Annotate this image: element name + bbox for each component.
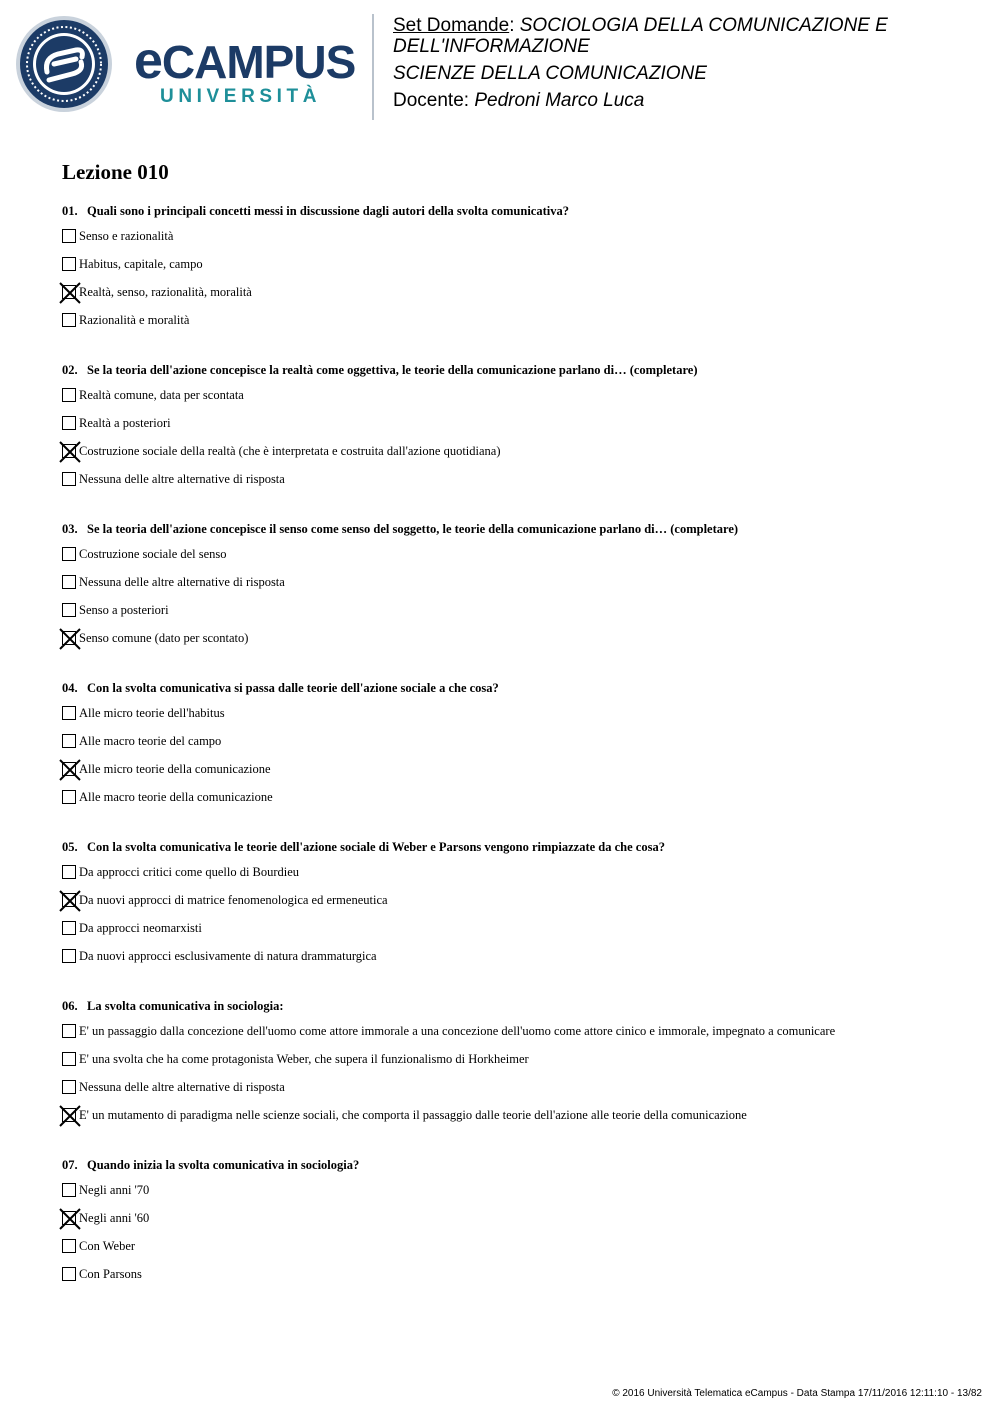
answer-option[interactable] — [62, 1023, 962, 1051]
answer-option-label: Alle micro teorie della comunicazione — [79, 762, 271, 776]
set-line: Set Domande: SOCIOLOGIA DELLA COMUNICAZIONE E — [393, 15, 888, 36]
answer-option[interactable] — [62, 546, 962, 574]
answer-option[interactable] — [62, 1182, 962, 1210]
answer-option-label: Senso a posteriori — [79, 603, 169, 617]
answer-option-label: Da approcci neomarxisti — [79, 921, 202, 935]
question-label: Se la teoria dell'azione concepisce la realtà come oggettiva, le teorie della comunicazione parlano di… (completare) — [87, 363, 698, 377]
answer-option-label: Nessuna delle altre alternative di risposta — [79, 1080, 285, 1094]
answer-option-label: Costruzione sociale del senso — [79, 547, 227, 561]
brand-name — [134, 32, 364, 90]
answer-option-label: Habitus, capitale, campo — [79, 257, 203, 271]
checkbox-checked[interactable] — [62, 893, 76, 907]
checkbox[interactable] — [62, 603, 76, 617]
checkbox-checked[interactable] — [62, 631, 76, 645]
checkbox[interactable] — [62, 790, 76, 804]
question — [62, 362, 962, 499]
question-number: 04. — [62, 681, 78, 695]
answer-option[interactable] — [62, 705, 962, 733]
set-value-1: SOCIOLOGIA DELLA COMUNICAZIONE E — [519, 15, 888, 36]
answer-option-label: E' un mutamento di paradigma nelle scienze sociali, che comporta il passaggio dalle teorie dell'azione alle teorie della comunicazione — [79, 1108, 747, 1122]
question-number: 07. — [62, 1158, 78, 1172]
answer-option[interactable] — [62, 630, 962, 658]
header-info — [393, 15, 983, 111]
question-number: 01. — [62, 204, 78, 218]
question-text — [62, 680, 962, 696]
question-list — [62, 203, 962, 1316]
set-value-2: DELL'INFORMAZIONE — [393, 36, 590, 57]
set-line-2 — [393, 36, 983, 57]
question-number: 06. — [62, 999, 78, 1013]
question — [62, 1157, 962, 1294]
checkbox[interactable] — [62, 1239, 76, 1253]
checkbox-checked[interactable] — [62, 285, 76, 299]
checkbox[interactable] — [62, 949, 76, 963]
answer-option-label: Realtà comune, data per scontata — [79, 388, 244, 402]
answer-option-label: Realtà, senso, razionalità, moralità — [79, 285, 252, 299]
answer-option[interactable] — [62, 312, 962, 340]
checkbox[interactable] — [62, 734, 76, 748]
teacher-label: Docente: — [393, 90, 470, 111]
answer-option[interactable] — [62, 471, 962, 499]
checkbox[interactable] — [62, 1052, 76, 1066]
answer-option[interactable] — [62, 1079, 962, 1107]
answer-option[interactable] — [62, 1107, 962, 1135]
question — [62, 203, 962, 340]
checkbox[interactable] — [62, 706, 76, 720]
checkbox[interactable] — [62, 416, 76, 430]
checkbox[interactable] — [62, 1024, 76, 1038]
question-number: 05. — [62, 840, 78, 854]
answer-option-label: E' un passaggio dalla concezione dell'uomo come attore immorale a una concezione dell'uomo come attore cinico e immorale, impegnato a comunicare — [79, 1024, 836, 1038]
answer-option[interactable] — [62, 256, 962, 284]
course-line — [393, 63, 983, 84]
answer-option-label: Nessuna delle altre alternative di risposta — [79, 472, 285, 486]
answer-option-label: Con Parsons — [79, 1267, 142, 1281]
answer-option-label: Alle macro teorie del campo — [79, 734, 222, 748]
answer-option-label: Costruzione sociale della realtà (che è interpretata e costruita dall'azione quotidiana) — [79, 444, 501, 458]
brand-wordmark — [134, 32, 364, 116]
question — [62, 680, 962, 817]
question-number: 03. — [62, 522, 78, 536]
teacher-line — [393, 90, 983, 111]
checkbox[interactable] — [62, 313, 76, 327]
checkbox[interactable] — [62, 865, 76, 879]
question-label: Se la teoria dell'azione concepisce il senso come senso del soggetto, le teorie della comunicazione parlano di… (completare) — [87, 522, 739, 536]
answer-option[interactable] — [62, 574, 962, 602]
answer-option[interactable] — [62, 892, 962, 920]
answer-option[interactable] — [62, 733, 962, 761]
answer-option-label: Razionalità e moralità — [79, 313, 190, 327]
answer-option[interactable] — [62, 1210, 962, 1238]
answer-option-label: Alle macro teorie della comunicazione — [79, 790, 273, 804]
answer-option-label: Con Weber — [79, 1239, 136, 1253]
answer-option-label: Nessuna delle altre alternative di risposta — [79, 575, 285, 589]
answer-option[interactable] — [62, 761, 962, 789]
brand-name-e: e — [134, 32, 162, 90]
question-label: Con la svolta comunicativa si passa dalle teorie dell'azione sociale a che cosa? — [87, 681, 499, 695]
answer-option-label: Senso comune (dato per scontato) — [79, 631, 249, 645]
answer-option-label: Alle micro teorie dell'habitus — [79, 706, 225, 720]
answer-option[interactable] — [62, 387, 962, 415]
checkbox[interactable] — [62, 1267, 76, 1281]
checkbox-checked[interactable] — [62, 762, 76, 776]
question-text — [62, 1157, 962, 1173]
checkbox-checked[interactable] — [62, 444, 76, 458]
question — [62, 839, 962, 976]
question-label: Quali sono i principali concetti messi in discussione dagli autori della svolta comunicativa? — [87, 204, 569, 218]
answer-option-label: E' una svolta che ha come protagonista Weber, che supera il funzionalismo di Horkheimer — [79, 1052, 529, 1066]
brand-subtitle: UNIVERSITÀ — [160, 86, 322, 107]
course-name: SCIENZE DELLA COMUNICAZIONE — [393, 63, 707, 84]
answer-option[interactable] — [62, 948, 962, 976]
answer-option[interactable] — [62, 1266, 962, 1294]
answer-option-label: Da nuovi approcci di matrice fenomenologica ed ermeneutica — [79, 893, 388, 907]
answer-option-label: Negli anni '60 — [79, 1211, 150, 1225]
checkbox[interactable] — [62, 388, 76, 402]
brand-name-rest: CAMPUS — [161, 36, 356, 88]
answer-option-label: Negli anni '70 — [79, 1183, 150, 1197]
set-label: Set Domande — [393, 15, 510, 36]
question-label: La svolta comunicativa in sociologia: — [87, 999, 284, 1013]
answer-option[interactable] — [62, 602, 962, 630]
answer-option[interactable] — [62, 920, 962, 948]
teacher-name: Pedroni Marco Luca — [474, 90, 645, 111]
ecampus-seal-icon — [14, 14, 114, 114]
answer-option-label: Senso e razionalità — [79, 229, 174, 243]
answer-option[interactable] — [62, 789, 962, 817]
question-number: 02. — [62, 363, 78, 377]
page-footer: © 2016 Università Telematica eCampus - Data Stampa 17/11/2016 12:11:10 - 13/82 — [612, 1388, 982, 1399]
question-text — [62, 839, 962, 855]
question-text — [62, 998, 962, 1014]
checkbox[interactable] — [62, 547, 76, 561]
answer-option[interactable] — [62, 864, 962, 892]
answer-option[interactable] — [62, 1051, 962, 1079]
checkbox-checked[interactable] — [62, 1211, 76, 1225]
checkbox[interactable] — [62, 1080, 76, 1094]
answer-option-label: Da approcci critici come quello di Bourdieu — [79, 865, 300, 879]
header-divider — [372, 14, 374, 120]
question — [62, 998, 962, 1135]
answer-option[interactable] — [62, 443, 962, 471]
question-label: Con la svolta comunicativa le teorie dell'azione sociale di Weber e Parsons vengono rimpiazzate da che cosa? — [87, 840, 665, 854]
checkbox[interactable] — [62, 921, 76, 935]
answer-option[interactable] — [62, 284, 962, 312]
checkbox[interactable] — [62, 1183, 76, 1197]
answer-option[interactable] — [62, 228, 962, 256]
question-text — [62, 362, 962, 378]
checkbox[interactable] — [62, 229, 76, 243]
question-label: Quando inizia la svolta comunicativa in sociologia? — [87, 1158, 360, 1172]
answer-option[interactable] — [62, 1238, 962, 1266]
answer-option[interactable] — [62, 415, 962, 443]
checkbox[interactable] — [62, 472, 76, 486]
question — [62, 521, 962, 658]
lesson-title: Lezione 010 — [62, 160, 169, 184]
question-text — [62, 203, 962, 219]
checkbox[interactable] — [62, 257, 76, 271]
answer-option-label: Da nuovi approcci esclusivamente di natura drammaturgica — [79, 949, 377, 963]
question-text — [62, 521, 962, 537]
checkbox[interactable] — [62, 575, 76, 589]
answer-option-label: Realtà a posteriori — [79, 416, 171, 430]
checkbox-checked[interactable] — [62, 1108, 76, 1122]
